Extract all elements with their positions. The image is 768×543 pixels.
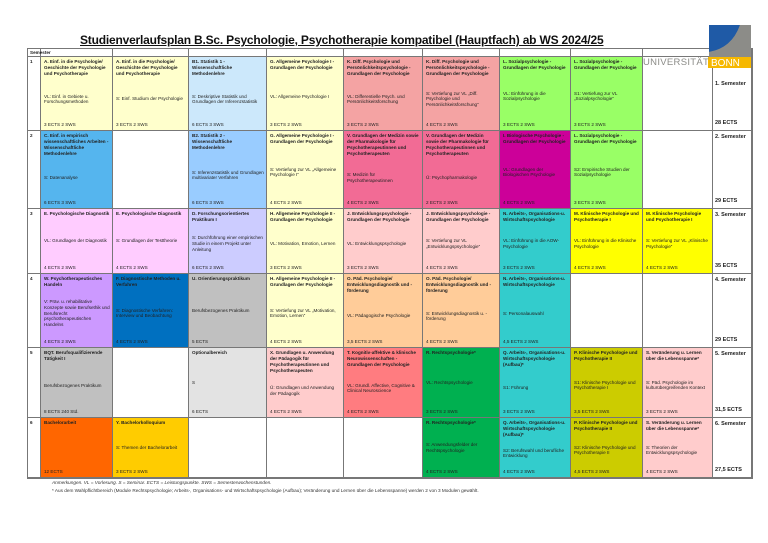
module-content-wrap (44, 288, 110, 339)
module-cell (344, 348, 423, 418)
module-ects: 4 ECTS 2 SWS (116, 265, 148, 271)
semester-summary (713, 131, 752, 209)
module-cell (113, 209, 189, 274)
module-ects: 4 ECTS 2 SWS (426, 339, 458, 345)
module-course: S: Grundlagen der Testtheorie (116, 238, 178, 244)
semester-ects: 35 ECTS (715, 262, 738, 269)
module-cell (643, 131, 713, 209)
semester-label: 6. Semester (715, 421, 746, 427)
module-ects: 4 ECTS 2 SWS (270, 409, 302, 415)
module-title: L. Sozialpsychologie - Grundlagen der Psychologie (503, 59, 566, 70)
module-cell (113, 57, 189, 131)
module-content-wrap (574, 362, 640, 409)
module-course: S: Durchführung einer empirischen Studie in einem Projekt unter Anleitung (192, 235, 263, 252)
module-content-wrap (426, 294, 497, 339)
header-cell (500, 49, 571, 57)
semester-label: 4. Semester (715, 277, 746, 283)
module-content-wrap (44, 77, 110, 122)
semester-label: 1. Semester (715, 81, 746, 87)
module-content-wrap (426, 356, 497, 409)
module-cell (344, 274, 423, 348)
module-content-wrap (347, 223, 420, 265)
module-cell (571, 274, 643, 348)
module-title: A. Einf. in die Psychologie/ Geschichte der Psychologie und Psychotherapie (44, 59, 106, 76)
header-cell (423, 49, 500, 57)
module-cell (344, 131, 423, 209)
module-title: G. Allgemeine Psychologie I - Grundlagen der Psychologie (270, 133, 335, 144)
module-course: VL: Grundl. Affective, Cognitive & Clinical Neuroscience (347, 382, 415, 394)
module-course: S: Vertiefung zur VL „Entwicklungspsychologie“ (426, 238, 481, 249)
module-title: H. Allgemeine Psychologie II - Grundlagen der Psychologie (270, 211, 336, 222)
semester-summary (713, 348, 752, 418)
module-ects: 3 ECTS 2 SWS (270, 265, 302, 271)
semester-ects: 28 ECTS (715, 119, 738, 126)
semester-label: 5. Semester (715, 351, 746, 357)
module-title: M. Klinische Psychologie und Psychotherapie I (646, 211, 702, 222)
header-cell (571, 49, 643, 57)
notes (52, 479, 479, 494)
module-ects: 2 ECTS 2 SWS (426, 200, 458, 206)
module-cell (267, 418, 344, 478)
semester-number: 3 (28, 209, 41, 274)
module-content-wrap (192, 356, 264, 409)
module-ects: 6 ECTS 2 SWS (192, 265, 224, 271)
svg-text:BONN: BONN (711, 58, 740, 69)
module-ects: 3 ECTS 2 SWS (116, 122, 148, 128)
module-course: VL: Einf. in Gebiete u. Forschungsmethoden (44, 93, 89, 105)
module-title: S. Veränderung u. Lernen über die Lebensspanne* (646, 350, 702, 361)
module-cell (571, 57, 643, 131)
module-course: S: Medizin für Psychotherapeutinnen (347, 172, 393, 184)
module-title: A. Einf. in die Psychologie/ Geschichte der Psychologie und Psychotherapie (116, 59, 178, 76)
module-course: S1: Vertiefung zur VL „Sozialpsychologie“ (574, 90, 618, 102)
module-course: Ü: Grundlagen und Anwendung der Pädagogik (270, 385, 335, 397)
module-content-wrap (426, 426, 497, 469)
module-ects: 4 ECTS 2 SWS (646, 469, 678, 475)
module-ects: 3 ECTS 2 SWS (574, 200, 606, 206)
module-title: L. Sozialpsychologie - Grundlagen der Psychologie (574, 59, 637, 70)
semester-number: 2 (28, 131, 41, 209)
module-course: Berufsbezogenes Praktikum (44, 382, 102, 388)
semester-label: 2. Semester (715, 134, 746, 140)
module-title: U. Orientierungspraktikum (192, 276, 250, 281)
module-cell (41, 418, 113, 478)
module-ects: 4 ECTS 2 SWS (503, 469, 535, 475)
module-ects: 3 ECTS 2 SWS (503, 265, 535, 271)
module-ects: 4 ECTS 2 SWS (44, 339, 76, 345)
module-content-wrap (574, 276, 640, 345)
semester-number: 4 (28, 274, 41, 348)
module-title: L. Sozialpsychologie - Grundlagen der Psychologie (574, 133, 637, 144)
module-cell (113, 348, 189, 418)
module-cell (41, 274, 113, 348)
module-course: S: Päd. Psychologie im kulturübergreifenden Kontext (646, 379, 705, 391)
module-content-wrap (192, 282, 264, 339)
module-cell (267, 57, 344, 131)
module-course: V: Präv. u. rehabilitative Konzepte sowie Berufsethik und Berufsrecht psychotherapeutischen Handelns (44, 298, 110, 328)
module-ects: 4 ECTS 2 SWS (116, 339, 148, 345)
module-course: VL: Einführung in die Sozialpsychologie (503, 90, 546, 102)
module-content-wrap (192, 77, 264, 122)
module-course: S1: Klinische Psychologie und Psychotherapie I (574, 379, 636, 391)
module-title: BQT. Berufsqualifizierende Tätigkeit I (44, 350, 103, 361)
module-ects: 8 ECTS 240 Std. (44, 409, 79, 415)
module-course: VL: Grundlagen der Diagnostik (44, 238, 107, 244)
module-title: Optionalbereich (192, 350, 227, 355)
module-course: VL: Entwicklungspsychologie (347, 241, 407, 246)
module-content-wrap (574, 432, 640, 469)
module-title: P. Klinische Psychologie und Psychotherapie II (574, 350, 638, 361)
module-content-wrap (192, 223, 264, 265)
module-content-wrap (270, 288, 341, 339)
module-content-wrap (192, 420, 264, 475)
module-content-wrap (44, 426, 110, 469)
module-course: S: Entwicklungsdiagnostik u. -förderung (426, 310, 488, 322)
module-ects: 4 ECTS 2 SWS (270, 200, 302, 206)
module-ects: 4 ECTS 2 SWS (270, 339, 302, 345)
module-title: Bachelorarbeit (44, 420, 77, 425)
module-ects: 4 ECTS 2 SWS (347, 409, 379, 415)
module-content-wrap (646, 362, 710, 409)
study-plan-table (27, 48, 753, 479)
module-course: S2: Empirische Studien der Sozialpsychologie (574, 166, 630, 178)
module-cell (500, 131, 571, 209)
semester-number: 6 (28, 418, 41, 478)
module-content-wrap (347, 420, 420, 475)
semester-summary (713, 274, 752, 348)
module-title: M. Klinische Psychologie und Psychotherapie I (574, 211, 639, 222)
module-title: H. Allgemeine Psychologie II - Grundlagen der Psychologie (270, 276, 336, 287)
module-cell (571, 131, 643, 209)
module-cell (643, 348, 713, 418)
module-ects: 4 ECTS 2 SWS (426, 122, 458, 128)
module-ects: 3 ECTS 2 SWS (646, 409, 678, 415)
module-cell (643, 274, 713, 348)
module-course: VL: Einführung in die Klinische Psychologie (574, 238, 637, 249)
module-cell (189, 131, 267, 209)
module-cell (571, 418, 643, 478)
module-title: R. Rechtspsychologie* (426, 350, 476, 355)
notes-abbreviations: Anmerkungen. VL = Vorlesung. S = Seminar. ECTS = Leistungspunkte. SWS = Semesterwochenstunden. (52, 480, 272, 485)
module-ects: 3 ECTS 2 SWS (426, 409, 458, 415)
module-cell (500, 274, 571, 348)
module-cell (500, 57, 571, 131)
module-cell (267, 209, 344, 274)
module-title: T. Kognitiv-affektive & klinische Neurowissenschaften - Grundlagen der Psychologie (347, 350, 416, 367)
module-cell (344, 57, 423, 131)
module-title: S. Veränderung u. Lernen über die Lebensspanne* (646, 420, 702, 431)
module-cell (423, 131, 500, 209)
module-title: P. Klinische Psychologie und Psychotherapie II (574, 420, 638, 431)
module-content-wrap (503, 368, 568, 409)
module-cell (113, 418, 189, 478)
semester-ects: 31,5 ECTS (715, 406, 742, 413)
module-cell (643, 418, 713, 478)
module-course: S: Datenanalyse (44, 175, 78, 181)
module-ects: 5 ECTS (192, 339, 209, 345)
module-content-wrap (270, 374, 341, 409)
module-title: G. Allgemeine Psychologie I - Grundlagen der Psychologie (270, 59, 335, 70)
module-cell (423, 274, 500, 348)
module-ects: 6 ECTS 3 SWS (44, 200, 76, 206)
module-course: S: Themen der Bachelorarbeit (116, 444, 178, 450)
module-ects: 4 ECTS 2 SWS (574, 265, 606, 271)
module-content-wrap (44, 217, 110, 265)
module-cell (423, 348, 500, 418)
module-title: D. Forschungsorientiertes Praktikum I (192, 211, 250, 222)
module-cell (500, 348, 571, 418)
module-content-wrap (426, 77, 497, 122)
module-content-wrap (646, 276, 710, 345)
module-cell (189, 209, 267, 274)
module-content-wrap (116, 133, 186, 206)
module-cell (189, 57, 267, 131)
module-content-wrap (270, 223, 341, 265)
module-cell (41, 131, 113, 209)
semester-ects: 29 ECTS (715, 336, 738, 343)
semester-summary (713, 418, 752, 478)
module-cell (189, 418, 267, 478)
module-content-wrap (116, 426, 186, 469)
module-course: S2: Berufswahl und berufliche Entwicklung (503, 447, 565, 459)
module-cell (113, 131, 189, 209)
module-content-wrap (646, 432, 710, 469)
module-ects: 4 ECTS 2 SWS (347, 200, 379, 206)
module-content-wrap (347, 77, 420, 122)
module-cell (643, 209, 713, 274)
module-ects: 3 ECTS 2 SWS (116, 469, 148, 475)
module-ects: 3,5 ECTS 2 SWS (347, 339, 383, 345)
module-content-wrap (347, 157, 420, 200)
module-title: N. Arbeits-, Organisations-u. Wirtschaftspsychologie (503, 276, 566, 287)
module-course: VL: Motivation, Emotion, Lernen (270, 241, 336, 246)
module-cell (189, 348, 267, 418)
module-cell (267, 274, 344, 348)
module-title: J. Entwicklungspsychologie - Grundlagen der Psychologie (426, 211, 491, 222)
module-title: X. Grundlagen u. Anwendung der Pädagogik für Psychotherapeutinnen und Psychotherapeuten (270, 350, 335, 373)
module-title: J. Entwicklungspsychologie - Grundlagen der Psychologie (347, 211, 412, 222)
header-semester: Semester (30, 50, 51, 55)
module-ects: 3 ECTS 2 SWS (574, 122, 606, 128)
module-content-wrap (116, 217, 186, 265)
page-title: Studienverlaufsplan B.Sc. Psychologie, Psychotherapie kompatibel (Hauptfach) ab WS 2024/25 (80, 33, 604, 47)
semester-ects: 27,5 ECTS (715, 466, 742, 473)
module-content-wrap (503, 288, 568, 339)
module-ects: 3 ECTS 2 SWS (503, 122, 535, 128)
module-content-wrap (116, 288, 186, 339)
module-title: Q. Arbeits-, Organisations-u. Wirtschaftspsychologie (Aufbau)* (503, 350, 566, 367)
module-cell (423, 209, 500, 274)
module-course: S: Personalauswahl (503, 310, 544, 316)
module-title: R. Rechtspsychologie* (426, 420, 476, 425)
module-course: S: Vertiefung zur VL „Klinische Psychologie“ (646, 238, 708, 249)
module-content-wrap (270, 420, 341, 475)
module-course: S: Deskriptive Statistik und Grundlagen der Inferenzstatistik (192, 93, 258, 105)
header-cell (344, 49, 423, 57)
module-title: B1. Statistik 1 - Wissenschaftliche Methodenlehre (192, 59, 233, 76)
module-ects: 3 ECTS 2 SWS (270, 122, 302, 128)
module-content-wrap (503, 71, 568, 122)
module-ects: 3 ECTS 2 SWS (347, 265, 379, 271)
module-cell (344, 418, 423, 478)
module-cell (571, 348, 643, 418)
module-title: W. Psychotherapeutisches Handeln (44, 276, 103, 287)
module-course: S: Vertiefung zur VL „Motivation, Emotion, Lernen“ (270, 307, 336, 319)
module-course: S: Anwendungsfelder der Rechtspsychologie (426, 441, 478, 453)
module-title: K. Diff. Psychologie und Persönlichkeitspsychologie - Grundlagen der Psychologie (426, 59, 490, 76)
module-course: VL: Einführung in die AOW-Psychologie (503, 238, 560, 249)
module-course: S: Einf. Studium der Psychologie (116, 96, 183, 102)
module-cell (267, 131, 344, 209)
header-cell (189, 49, 267, 57)
module-content-wrap (270, 145, 341, 200)
module-course: S: Theorien der Entwicklungspsychologie (646, 444, 698, 456)
module-ects: 6 ECTS 3 SWS (192, 122, 224, 128)
module-title: I. Biologische Psychologie - Grundlagen der Psychologie (503, 133, 566, 144)
module-cell (189, 274, 267, 348)
module-course: VL: Differentielle Psych. und Persönlichkeitsforschung (347, 93, 405, 105)
module-ects: 4 ECTS 2 SWS (426, 469, 458, 475)
module-title: N. Arbeits-, Organisations-u. Wirtschaftspsychologie (503, 211, 566, 222)
module-ects: 4 ECTS 2 SWS (503, 200, 535, 206)
module-ects: 4,5 ECTS 2 SWS (574, 469, 610, 475)
module-title: V. Grundlagen der Medizin sowie der Pharmakologie für Psychotherapeutinnen und Psychotherapeuten (347, 133, 419, 156)
module-ects: 3 ECTS 2 SWS (44, 122, 76, 128)
header-cell (41, 49, 113, 57)
module-ects: 12 ECTS (44, 469, 63, 475)
module-content-wrap (574, 223, 640, 265)
module-title: Q. Arbeits-, Organisations-u. Wirtschaftspsychologie (Aufbau)* (503, 420, 566, 437)
module-course: VL: Pädagogische Psychologie (347, 313, 411, 319)
module-content-wrap (347, 294, 420, 339)
module-cell (500, 209, 571, 274)
module-title: F. Diagnostische Methoden u. Verfahren (116, 276, 181, 287)
module-content-wrap (574, 71, 640, 122)
module-cell (423, 57, 500, 131)
module-title: E. Psychologische Diagnostik (116, 211, 182, 216)
notes-elective: * Aus dem Wahlpflichtbereich (Module Rechtspsychologie; Arbeits-, Organisations- und Wirtschaftspsychologie (Aufbau); Veränderung und Lernen über die Lebensspanne) werden 2 von 3 Modulen gewählt. (52, 487, 479, 493)
module-title: V. Grundlagen der Medizin sowie der Pharmakologie für Psychotherapeutinnen und Psychotherapeuten (426, 133, 489, 156)
module-ects: 4 ECTS 2 SWS (44, 265, 76, 271)
svg-text:UNIVERSITÄT: UNIVERSITÄT (643, 57, 710, 68)
module-content-wrap (503, 438, 568, 469)
module-title: E. Psychologische Diagnostik (44, 211, 110, 216)
module-course: VL: Allgemeine Psychologie I (270, 93, 330, 99)
module-content-wrap (574, 145, 640, 200)
module-content-wrap (503, 223, 568, 265)
module-cell (423, 418, 500, 478)
module-cell (500, 418, 571, 478)
module-content-wrap (646, 133, 710, 206)
module-ects: 4 ECTS 2 SWS (646, 265, 678, 271)
module-title: C. Einf. in empirisch wissenschaftliches Arbeiten - Wissenschaftliche Methodenlehre (44, 133, 109, 156)
module-course: Berufsbezogenes Praktikum (192, 307, 250, 313)
module-ects: 3 ECTS 2 SWS (347, 122, 379, 128)
module-cell (267, 348, 344, 418)
module-cell (571, 209, 643, 274)
module-content-wrap (44, 157, 110, 200)
module-ects: 4,5 ECTS 2 SWS (503, 339, 539, 345)
module-course: S1: Führung (503, 385, 529, 391)
module-ects: 4 ECTS 2 SWS (426, 265, 458, 271)
module-title: K. Diff. Psychologie und Persönlichkeitspsychologie - Grundlagen der Psychologie (347, 59, 411, 76)
module-content-wrap (116, 77, 186, 122)
module-course: S: Vertiefung zur VL „Allgemeine Psychologie I“ (270, 166, 337, 178)
module-title: Y. Bachelorkolloquium (116, 420, 166, 425)
module-content-wrap (44, 362, 110, 409)
module-content-wrap (347, 368, 420, 409)
module-course: S (192, 379, 196, 385)
module-course: VL: Rechtspsychologie (426, 379, 473, 385)
semester-label: 3. Semester (715, 212, 746, 218)
university-bonn-logo (640, 22, 755, 70)
module-course: Ü: Psychopharmakologie (426, 175, 478, 181)
module-cell (344, 209, 423, 274)
module-cell (113, 274, 189, 348)
header-cell (267, 49, 344, 57)
module-content-wrap (116, 350, 186, 415)
semester-ects: 29 ECTS (715, 197, 738, 204)
module-content-wrap (503, 145, 568, 200)
header-cell (113, 49, 189, 57)
module-content-wrap (426, 223, 497, 265)
module-title: O. Päd. Psychologie/ Entwicklungsdiagnostik und -förderung (347, 276, 413, 293)
module-course: S: Inferenzstatistik und Grundlagen multivariater Verfahren (192, 169, 264, 181)
semester-number: 5 (28, 348, 41, 418)
module-cell (41, 348, 113, 418)
module-course: S: Diagnostische Verfahren: Interview und Beobachtung (116, 307, 173, 319)
module-ects: 3,5 ECTS 2 SWS (574, 409, 610, 415)
semester-number: 1 (28, 57, 41, 131)
module-content-wrap (270, 71, 341, 122)
module-course: VL: Grundlagen der Biologischen Psychologie (503, 166, 556, 178)
module-title: O. Päd. Psychologie/ Entwicklungsdiagnostik und -förderung (426, 276, 492, 293)
module-cell (41, 209, 113, 274)
module-content-wrap (426, 157, 497, 200)
module-content-wrap (192, 151, 264, 200)
module-ects: 6 ECTS 3 SWS (192, 200, 224, 206)
module-cell (41, 57, 113, 131)
module-content-wrap (646, 223, 710, 265)
module-ects: 3 ECTS 2 SWS (503, 409, 535, 415)
semester-summary (713, 209, 752, 274)
module-course: S: Vertiefung zur VL „Diff. Psychologie und Persönlichkeitsforschung“ (426, 90, 479, 108)
module-ects: 6 ECTS (192, 409, 209, 415)
module-title: B2. Statistik 2 - Wissenschaftliche Methodenlehre (192, 133, 233, 150)
module-course: S2: Klinische Psychologie und Psychotherapie II (574, 444, 636, 456)
